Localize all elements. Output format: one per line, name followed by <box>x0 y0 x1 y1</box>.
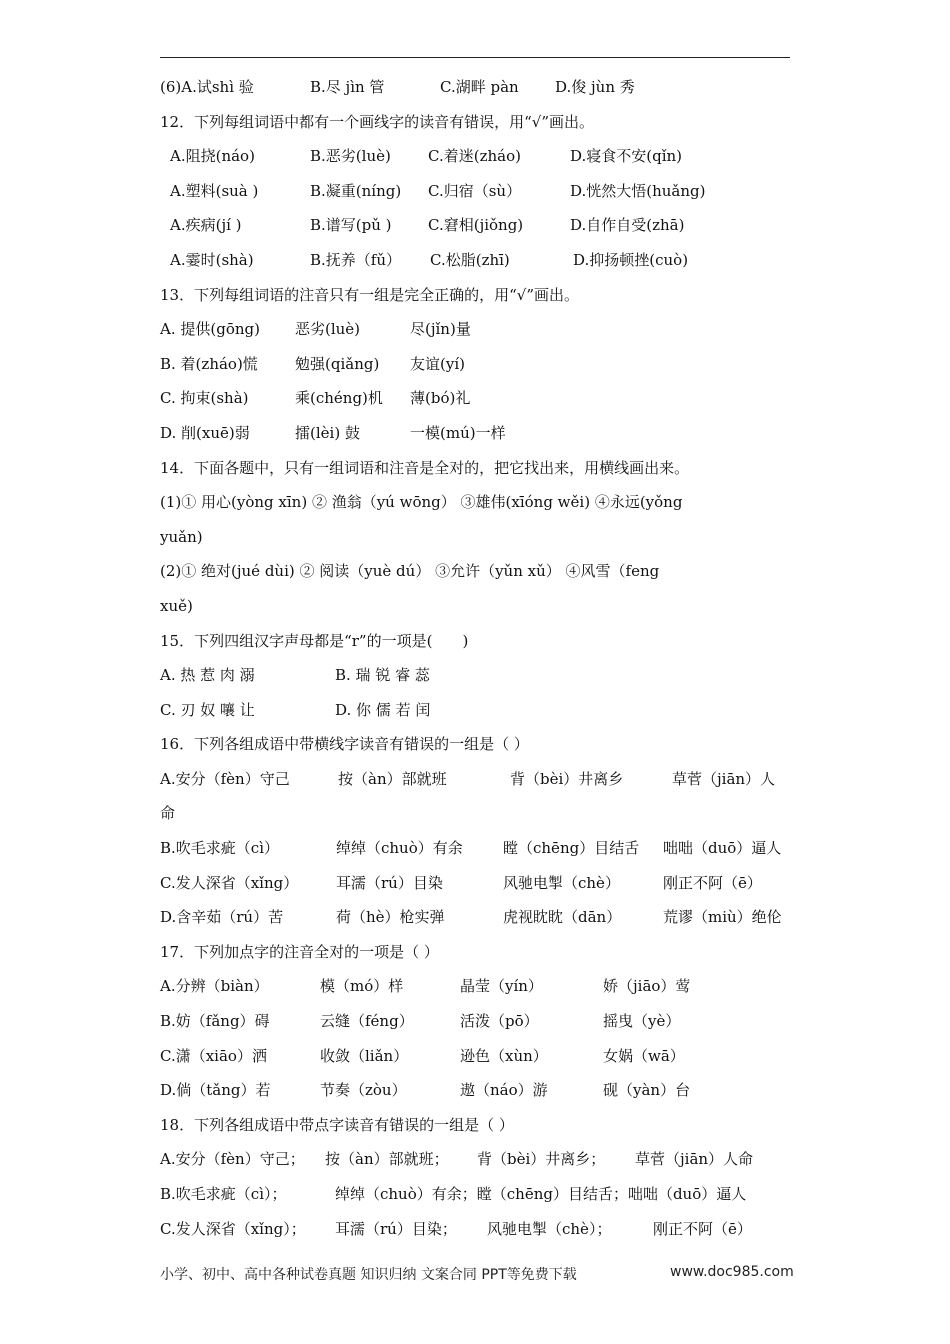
text-cell: C.窘相(jiǒng) <box>428 216 524 235</box>
text-cell: B.妨（fǎng）碍 <box>160 1012 270 1031</box>
text-cell: 荒谬（miù）绝伦 <box>663 908 782 927</box>
text-line <box>160 624 800 659</box>
text-cell: 云缝（féng） <box>320 1012 414 1031</box>
text-cell: C.发人深省（xǐng）； <box>160 1219 306 1238</box>
footer-text: 小学、初中、高中各种试卷真题 知识归纳 文案合同 PPT等免费下载 <box>160 1267 577 1283</box>
text-cell: D. 削(xuē)弱 <box>160 423 250 442</box>
text-cell: 活泼（pō） <box>460 1012 539 1031</box>
text-cell: 草菅（jiān）人命 <box>635 1150 754 1169</box>
text-cell: 14．下面各题中，只有一组词语和注音是全对的，把它找出来，用横线画出来。 <box>160 458 690 477</box>
text-cell: 女娲（wā） <box>603 1046 685 1065</box>
text-cell: (2)① 绝对(jué dùi) ② 阅读（yuè dú） ③允许（yǔn xǔ） ④风雪（feng <box>160 562 660 581</box>
text-cell: 尽(jǐn)量 <box>410 320 471 339</box>
text-cell: 背（bèi）井离乡 <box>510 769 624 788</box>
text-cell: 背（bèi）井离乡； <box>477 1150 606 1169</box>
text-line <box>160 381 800 416</box>
text-cell: 15．下列四组汉字声母都是“r”的一项是( ) <box>160 631 469 650</box>
text-cell: C.发人深省（xǐng） <box>160 873 299 892</box>
text-cell: 收敛（liǎn） <box>320 1046 409 1065</box>
text-line <box>160 1108 800 1143</box>
text-cell: C.潇（xiāo）洒 <box>160 1046 267 1065</box>
text-line <box>160 900 800 935</box>
text-cell: 娇（jiāo）莺 <box>603 977 691 996</box>
text-cell: D.恍然大悟(huǎng) <box>570 181 706 200</box>
text-cell: yuǎn) <box>160 527 203 546</box>
text-cell: C.湖畔 pàn <box>440 78 519 96</box>
text-cell: 友谊(yí) <box>410 354 465 373</box>
text-cell: C. 刃 奴 嚷 让 <box>160 700 255 719</box>
text-cell: 薄(bó)礼 <box>410 389 471 408</box>
text-line <box>160 866 800 901</box>
text-line <box>160 278 800 313</box>
text-cell: A.阻挠(náo) <box>170 147 255 166</box>
text-cell: 遨（náo）游 <box>460 1081 548 1100</box>
text-cell: B.吹毛求疵（cì） <box>160 839 279 858</box>
text-cell: 耳濡（rú）目染； <box>335 1219 457 1238</box>
text-cell: 节奏（zòu） <box>320 1081 407 1100</box>
text-line <box>160 485 800 520</box>
text-cell: 逊色（xùn） <box>460 1046 548 1065</box>
text-cell: C.松脂(zhī) <box>430 250 510 269</box>
text-cell: 晶莹（yín） <box>460 977 543 996</box>
text-line <box>160 105 800 140</box>
text-line <box>160 243 800 278</box>
text-cell: C. 拘束(shà) <box>160 389 249 408</box>
page-footer <box>160 1264 800 1284</box>
text-cell: A.安分（fèn）守己； <box>160 1150 305 1169</box>
text-line <box>160 451 800 486</box>
text-cell: A.霎时(shà) <box>170 250 254 269</box>
text-line <box>160 416 800 451</box>
text-cell: 摇曳（yè） <box>603 1012 681 1031</box>
text-cell: xuě) <box>160 596 193 615</box>
text-cell: B. 着(zháo)慌 <box>160 354 258 373</box>
text-cell: B. 瑞 锐 睿 蕊 <box>335 666 430 685</box>
text-cell: (6)A.试shì 验 <box>160 78 254 96</box>
text-cell: 乘(chéng)机 <box>295 389 383 408</box>
text-cell: 17．下列加点字的注音全对的一项是（ ） <box>160 942 439 961</box>
text-cell: 风驰电掣（chè） <box>503 873 620 892</box>
text-cell: 12．下列每组词语中都有一个画线字的读音有错误，用“√”画出。 <box>160 112 594 131</box>
text-line <box>160 762 800 797</box>
text-cell: 草菅（jiān）人 <box>672 769 776 788</box>
text-cell: 命 <box>160 804 176 823</box>
text-line <box>160 70 800 105</box>
text-cell: 擂(lèi) 鼓 <box>295 423 360 442</box>
text-cell: D.含辛茹（rú）苦 <box>160 908 284 927</box>
text-cell: D. 你 儒 若 闰 <box>335 700 431 719</box>
text-cell: 13．下列每组词语的注音只有一组是完全正确的，用“√”画出。 <box>160 285 579 304</box>
text-cell: 勉强(qiǎng) <box>295 354 380 373</box>
text-cell: D.寝食不安(qǐn) <box>570 147 683 166</box>
text-cell: 绰绰（chuò）有余；瞠（chēng）目结舌；咄咄（duō）逼人 <box>335 1185 747 1203</box>
text-cell: 按（àn）部就班； <box>325 1150 449 1169</box>
text-line <box>160 935 800 970</box>
text-line <box>160 727 800 762</box>
text-line <box>160 208 800 243</box>
text-cell: A.安分（fèn）守己 <box>160 769 290 788</box>
text-cell: A.塑料(suà ) <box>170 181 259 200</box>
text-cell: D.自作自受(zhā) <box>570 216 685 235</box>
text-cell: 刚正不阿（ē） <box>663 873 762 892</box>
footer-site: www.doc985.com <box>670 1264 794 1280</box>
text-cell: 模（mó）样 <box>320 977 404 996</box>
text-line <box>160 1004 800 1039</box>
text-cell: C.着迷(zháo) <box>428 147 521 166</box>
text-cell: 咄咄（duō）逼人 <box>663 839 782 858</box>
text-line <box>160 1073 800 1108</box>
text-line <box>160 1212 800 1247</box>
text-line <box>160 693 800 728</box>
text-line <box>160 554 800 589</box>
text-cell: 按（àn）部就班 <box>338 769 447 788</box>
text-cell: 荷（hè）枪实弹 <box>336 908 445 927</box>
text-cell: D.倘（tǎng）若 <box>160 1081 271 1100</box>
text-line <box>160 969 800 1004</box>
text-cell: 16．下列各组成语中带横线字读音有错误的一组是（ ） <box>160 735 529 754</box>
text-line <box>160 1177 800 1212</box>
text-cell: B.恶劣(luè) <box>310 147 391 166</box>
text-cell: 耳濡（rú）目染 <box>336 873 443 892</box>
text-line <box>160 589 800 624</box>
text-cell: (1)① 用心(yòng xīn) ② 渔翁（yú wōng） ③雄伟(xīóng wěi) ④永远(yǒng <box>160 493 683 512</box>
text-cell: 瞠（chēng）目结舌 <box>503 839 640 858</box>
text-cell: B.谱写(pǔ ) <box>310 216 392 235</box>
text-line <box>160 520 800 555</box>
header-rule <box>160 57 790 58</box>
text-cell: B.凝重(níng) <box>310 181 402 200</box>
text-cell: 刚正不阿（ē） <box>653 1219 752 1238</box>
text-cell: 18．下列各组成语中带点字读音有错误的一组是（ ） <box>160 1115 514 1134</box>
text-line <box>160 1142 800 1177</box>
text-line <box>160 347 800 382</box>
text-cell: A. 提供(gōng) <box>160 320 260 339</box>
text-cell: 虎视眈眈（dān） <box>503 908 622 927</box>
text-cell: 绰绰（chuò）有余 <box>336 839 463 858</box>
text-cell: A. 热 惹 肉 溺 <box>160 666 255 685</box>
text-line <box>160 796 800 831</box>
text-line <box>160 831 800 866</box>
text-line <box>160 312 800 347</box>
document-body <box>160 70 800 1246</box>
text-cell: A.疾病(jí ) <box>170 216 242 235</box>
text-cell: 恶劣(luè) <box>295 320 361 339</box>
text-cell: B.吹毛求疵（cì）； <box>160 1185 287 1203</box>
text-line <box>160 658 800 693</box>
text-cell: B.尽 jìn 管 <box>310 78 385 96</box>
text-cell: 砚（yàn）台 <box>603 1081 691 1100</box>
text-cell: A.分辨（biàn） <box>160 977 269 996</box>
text-cell: 风驰电掣（chè）； <box>487 1219 612 1238</box>
text-cell: 一模(mú)一样 <box>410 423 506 442</box>
text-cell: D.俊 jùn 秀 <box>555 78 635 96</box>
text-cell: B.抚养（fǔ） <box>310 250 402 269</box>
text-cell: C.归宿（sù） <box>428 181 522 200</box>
text-line <box>160 139 800 174</box>
text-cell: D.抑扬顿挫(cuò) <box>573 250 689 269</box>
text-line <box>160 1039 800 1074</box>
text-line <box>160 174 800 209</box>
